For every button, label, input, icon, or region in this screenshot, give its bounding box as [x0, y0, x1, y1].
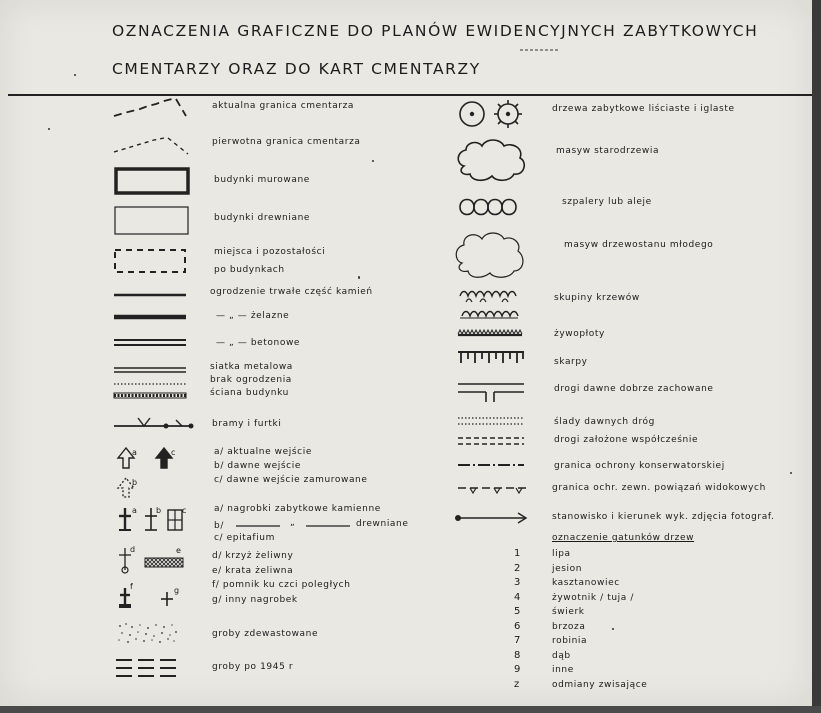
- speck: [372, 160, 374, 162]
- label-nagrobki-a: a/ nagrobki zabytkowe kamienne: [214, 504, 381, 514]
- title-line-1: OZNACZENIA GRAFICZNE DO PLANÓW EWIDENCYJNYCH ZABYTKOWYCH: [112, 22, 759, 40]
- entry-b-mark: b: [132, 478, 138, 487]
- tree-code: 2: [514, 562, 521, 574]
- label-masyw-mlody: masyw drzewostanu młodego: [564, 240, 714, 250]
- tree-name: jesion: [552, 563, 583, 574]
- label-sciana: ściana budynku: [210, 388, 289, 398]
- concrete-fence-symbol: [114, 337, 194, 349]
- speck: [358, 276, 360, 279]
- hedgerows-symbol: [456, 193, 526, 221]
- grave-b-mark: b: [156, 506, 162, 515]
- tree-name: żywotnik / tuja /: [552, 592, 634, 603]
- label-wejscie-c: c/ dawne wejście zamurowane: [214, 475, 368, 485]
- tree-name: robinia: [552, 636, 588, 646]
- no-fence-symbol: [114, 380, 194, 388]
- label-groby-zdew: groby zdewastowane: [212, 629, 319, 639]
- speck: [790, 472, 792, 474]
- label-drzewa: drzewa zabytkowe liściaste i iglaste: [552, 104, 735, 114]
- label-stanowisko: stanowisko i kierunek wyk. zdjęcia fotograf.: [552, 512, 775, 522]
- tree-symbols: [456, 96, 526, 132]
- grave-a-mark: a: [132, 506, 138, 515]
- tree-code: z: [514, 678, 520, 690]
- entry-c-mark: c: [171, 448, 176, 457]
- label-siatka: siatka metalowa: [210, 362, 293, 372]
- iron-grille-icon: [144, 556, 186, 570]
- label-nagrobki-b1: b/: [214, 521, 224, 531]
- label-wejscie-a: a/ aktualne wejście: [214, 447, 312, 457]
- tree-code: 3: [514, 577, 521, 588]
- gates-symbol: [112, 414, 196, 434]
- wooden-building-symbol: [114, 206, 194, 238]
- tree-name: inne: [552, 665, 574, 675]
- label-groby-1945: groby po 1945 r: [212, 662, 294, 672]
- label-aktualna: aktualna granica cmentarza: [212, 101, 355, 111]
- speck: [612, 628, 614, 630]
- tree-code: 4: [514, 591, 521, 603]
- grave-c-mark: c: [182, 506, 187, 515]
- modern-roads-symbol: [456, 434, 526, 448]
- label-drewniane: budynki drewniane: [214, 213, 311, 223]
- grave-e-mark: e: [176, 546, 182, 555]
- masonry-building-symbol: [114, 167, 194, 197]
- hedges-symbol: [456, 328, 526, 338]
- label-ogrodzenie: ogrodzenie trwałe część kamień: [210, 287, 373, 297]
- speck: [74, 74, 76, 76]
- road-traces-symbol: [456, 414, 526, 428]
- label-granica-zewn: granica ochr. zewn. powiązań widokowych: [552, 483, 766, 493]
- tree-code: 8: [514, 649, 521, 661]
- scan-edge-bottom: [0, 706, 821, 713]
- old-roads-symbol: [456, 380, 526, 404]
- external-boundary-symbol: [456, 482, 530, 496]
- label-pomnik-f: f/ pomnik ku czci poległych: [212, 580, 351, 590]
- tree-code: 1: [514, 548, 521, 559]
- original-boundary-symbol: [112, 132, 192, 162]
- tree-name: dąb: [552, 650, 571, 661]
- post1945-graves-symbol: [114, 656, 184, 684]
- grave-d-mark: d: [130, 545, 136, 554]
- stone-fence-symbol: [114, 290, 194, 300]
- label-zelazne: — „ — żelazne: [216, 311, 290, 321]
- label-murowane: budynki murowane: [214, 175, 310, 185]
- grave-f-mark: f: [130, 582, 134, 591]
- label-pierwotna: pierwotna granica cmentarza: [212, 137, 361, 147]
- ruins-symbol: [112, 246, 192, 278]
- protection-boundary-symbol: [456, 460, 526, 470]
- label-wejscie-b: b/ dawne wejście: [214, 461, 301, 471]
- escarpment-symbol: [456, 349, 526, 367]
- label-granica-ochrony: granica ochrony konserwatorskiej: [554, 461, 725, 471]
- label-drogi-dobre: drogi dawne dobrze zachowane: [554, 384, 714, 394]
- shrub-groups-symbol: [456, 288, 526, 322]
- label-skarpy: skarpy: [554, 357, 588, 367]
- label-brak: brak ogrodzenia: [210, 375, 292, 385]
- label-masyw-stary: masyw starodrzewia: [556, 146, 660, 156]
- tree-name: lipa: [552, 549, 571, 559]
- label-bramy: bramy i furtki: [212, 419, 282, 429]
- title-underline-mark: [520, 48, 560, 52]
- tree-code: 5: [514, 606, 521, 617]
- label-nagrobki-b3: drewniane: [356, 519, 409, 529]
- label-inny-g: g/ inny nagrobek: [212, 595, 298, 605]
- label-nagrobki-c: c/ epitafium: [214, 533, 275, 543]
- devastated-graves-symbol: [114, 620, 184, 646]
- b-line-2: [306, 524, 352, 528]
- photo-position-symbol: [452, 510, 532, 526]
- mesh-fence-symbol: [114, 365, 194, 375]
- label-krata-e: e/ krata żeliwna: [212, 566, 294, 576]
- grave-g-mark: g: [174, 586, 180, 595]
- tree-name: odmiany zwisające: [552, 679, 648, 690]
- current-boundary-symbol: [112, 94, 192, 124]
- iron-fence-symbol: [114, 312, 194, 322]
- tree-name: brzoza: [552, 621, 586, 632]
- label-krzyz-d: d/ krzyż żeliwny: [212, 551, 294, 561]
- title-line-2: CMENTARZY ORAZ DO KART CMENTARZY: [112, 60, 481, 78]
- label-skupiny: skupiny krzewów: [554, 293, 640, 303]
- tree-code: 7: [514, 635, 521, 646]
- young-tree-mass-symbol: [452, 229, 528, 283]
- tree-name: kasztanowiec: [552, 578, 620, 588]
- tree-code: 6: [514, 620, 521, 632]
- label-nagrobki-b2: „: [290, 518, 296, 528]
- tree-code: 9: [514, 664, 521, 675]
- label-betonowe: — „ — betonowe: [216, 338, 301, 348]
- old-tree-mass-symbol: [454, 136, 530, 184]
- label-miejsca-1: miejsca i pozostałości: [214, 247, 326, 257]
- label-zywoploty: żywopłoty: [554, 329, 605, 339]
- entry-a-mark: a: [132, 448, 138, 457]
- speck: [48, 128, 50, 130]
- tree-name: świerk: [552, 607, 585, 617]
- b-line-1: [236, 524, 282, 528]
- scan-edge-right: [812, 0, 821, 713]
- label-szpalery: szpalery lub aleje: [562, 197, 652, 207]
- tree-legend-heading: oznaczenie gatunków drzew: [552, 533, 695, 543]
- label-slady: ślady dawnych dróg: [554, 417, 655, 427]
- label-miejsca-2: po budynkach: [214, 265, 285, 275]
- label-drogi-wsp: drogi założone współcześnie: [554, 435, 699, 445]
- wall-fence-symbol: [114, 392, 194, 400]
